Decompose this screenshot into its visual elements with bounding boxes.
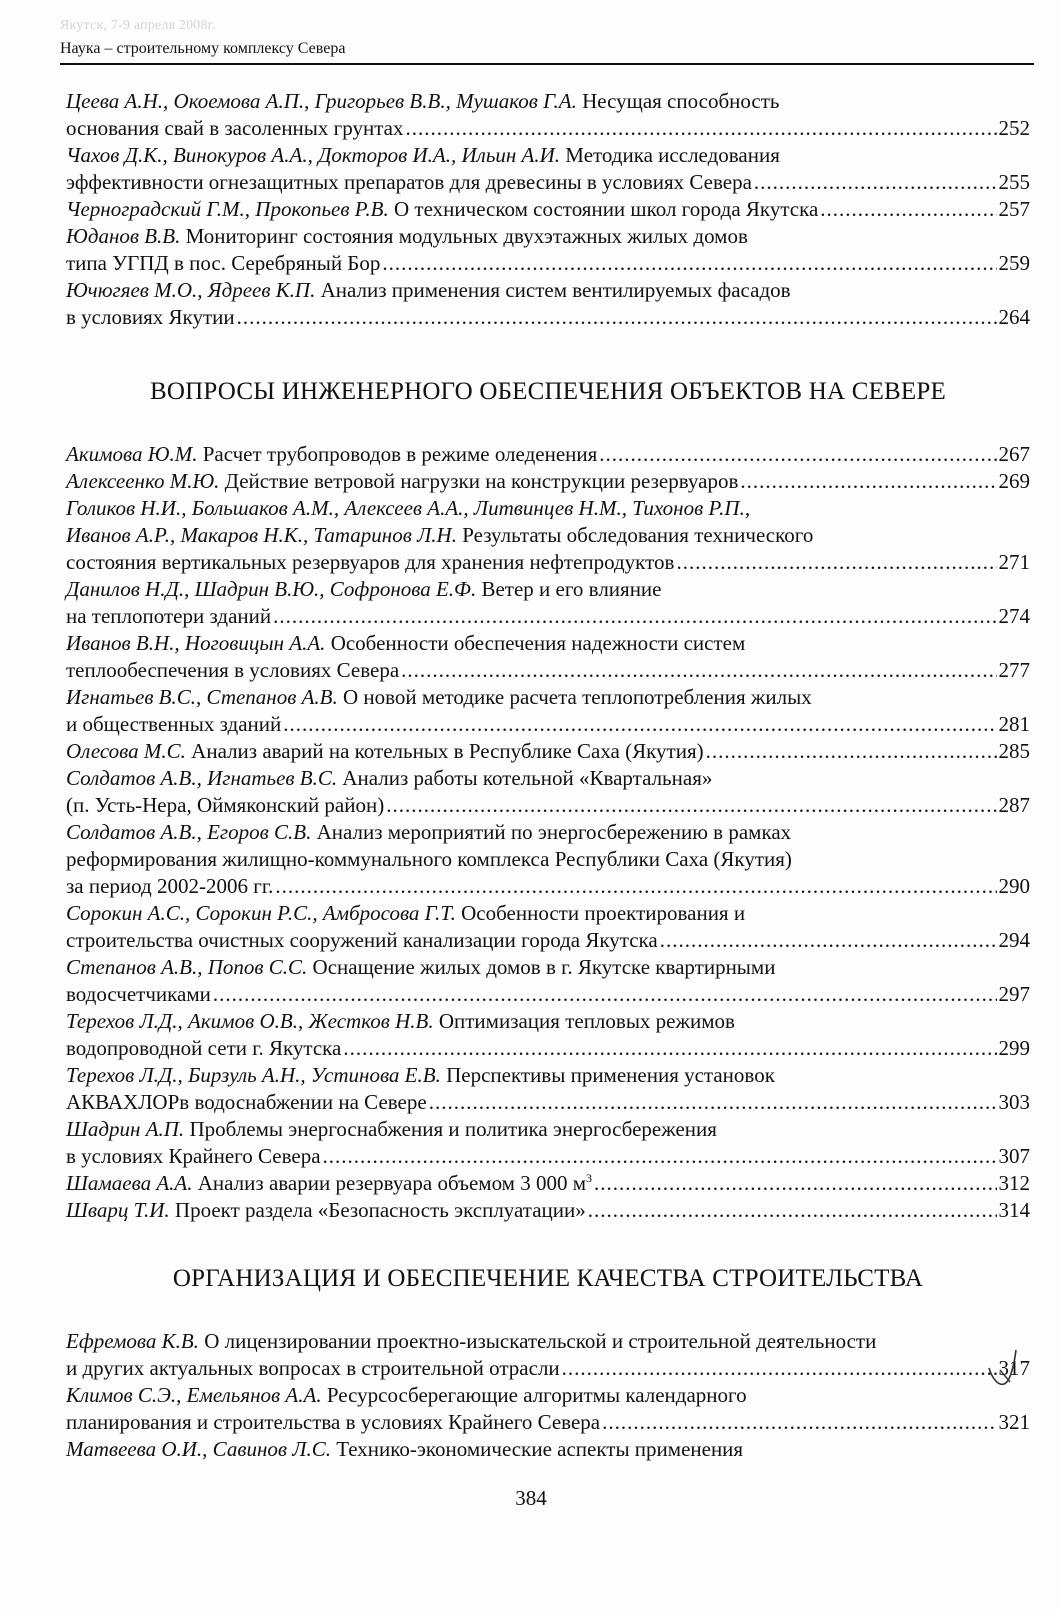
entry-title: Анализ аварий на котельных в Республике Саха (Якутия) <box>191 739 704 763</box>
entry-page: 271 <box>998 550 1030 574</box>
entry-title: Технико-экономические аспекты применения <box>336 1437 744 1461</box>
entry-authors: Цеева А.Н., Окоемова А.П., Григорьев В.В., Мушаков Г.А. <box>66 89 577 113</box>
entry-title-cont: в условиях Крайнего Севера <box>66 1144 321 1168</box>
leader-dots <box>429 1089 997 1116</box>
entry-page: 255 <box>998 170 1030 194</box>
entry-authors: Данилов Н.Д., Шадрин В.Ю., Софронова Е.Ф. <box>66 577 477 601</box>
entry-authors: Акимова Ю.М. <box>66 442 198 466</box>
entry-page: 277 <box>998 658 1030 682</box>
leader-dots <box>594 1170 996 1197</box>
leader-dots <box>676 549 996 576</box>
toc-entry <box>66 223 1030 277</box>
entry-title-cont: основания свай в засоленных грунтах <box>66 116 404 140</box>
entry-title: Оснащение жилых домов в г. Якутске квартирными <box>312 955 776 979</box>
entry-authors: Шварц Т.И. <box>66 1198 170 1222</box>
superscript: 3 <box>586 1171 593 1185</box>
leader-dots <box>386 792 996 819</box>
bleed-through-header: Якутск, 7-9 апреля 2008г. <box>60 18 216 33</box>
leader-dots <box>562 1355 997 1382</box>
entry-page: 314 <box>998 1198 1030 1222</box>
entry-page: 294 <box>998 928 1030 952</box>
entry-title: О лицензировании проектно-изыскательской и строительной деятельности <box>204 1329 877 1353</box>
leader-dots <box>323 1143 997 1170</box>
entry-page: 297 <box>998 982 1030 1006</box>
entry-authors: Олесова М.С. <box>66 739 186 763</box>
leader-dots <box>820 196 996 223</box>
entry-authors: Ефремова К.В. <box>66 1329 199 1353</box>
entry-title-cont: планирования и строительства в условиях Крайнего Севера <box>66 1410 601 1434</box>
handwritten-check-mark-icon <box>986 1346 1020 1390</box>
entry-page: 264 <box>998 305 1030 329</box>
entry-authors: Климов С.Э., Емельянов А.А. <box>66 1383 322 1407</box>
toc-entry <box>66 196 1030 223</box>
toc-entry <box>66 819 1030 900</box>
running-head: Наука – строительному комплексу Севера <box>60 38 1034 65</box>
section-heading: ВОПРОСЫ ИНЖЕНЕРНОГО ОБЕСПЕЧЕНИЯ ОБЪЕКТОВ НА СЕВЕРЕ <box>150 378 946 405</box>
entry-title: Анализ мероприятий по энергосбережению в рамках <box>316 820 792 844</box>
toc-entry <box>66 1197 1030 1224</box>
entry-page: 303 <box>998 1090 1030 1114</box>
leader-dots <box>275 873 996 900</box>
entry-title: Мониторинг состояния модульных двухэтажных жилых домов <box>185 224 748 248</box>
toc-entry <box>66 630 1030 684</box>
entry-title: О техническом состоянии школ города Якутска <box>394 197 819 221</box>
entry-page: 259 <box>998 251 1030 275</box>
entry-page: 285 <box>998 739 1030 763</box>
entry-authors: Шадрин А.П. <box>66 1117 185 1141</box>
table-of-contents <box>66 88 1030 1463</box>
leader-dots <box>740 468 996 495</box>
leader-dots <box>660 927 997 954</box>
entry-title-cont: за период 2002-2006 гг. <box>66 874 274 898</box>
entry-title-cont: теплообеспечения в условиях Севера <box>66 658 400 682</box>
leader-dots <box>401 657 996 684</box>
entry-title: Анализ применения систем вентилируемых фасадов <box>320 278 791 302</box>
toc-entry <box>66 1116 1030 1170</box>
toc-entry <box>66 954 1030 1008</box>
entry-page: 321 <box>998 1410 1030 1434</box>
entry-title-cont: строительства очистных сооружений канализации города Якутска <box>66 928 658 952</box>
entry-title: Результаты обследования технического <box>462 523 814 547</box>
toc-entry <box>66 277 1030 331</box>
entry-page: 299 <box>998 1036 1030 1060</box>
toc-entry <box>66 142 1030 196</box>
entry-title: Анализ работы котельной «Квартальная» <box>342 766 713 790</box>
toc-entry <box>66 1328 1030 1382</box>
toc-entry <box>66 495 1030 576</box>
entry-title: Ресурсосберегающие алгоритмы календарного <box>326 1383 747 1407</box>
entry-title-cont: АКВАХЛОРв водоснабжении на Севере <box>66 1090 427 1114</box>
leader-dots <box>273 603 996 630</box>
entry-authors: Ючюгяев М.О., Ядреев К.П. <box>66 278 316 302</box>
entry-title: О новой методике расчета теплопотребления жилых <box>343 685 812 709</box>
toc-entry <box>66 738 1030 765</box>
leader-dots <box>382 250 996 277</box>
entry-page: 317 <box>998 1356 1030 1380</box>
entry-title: Проблемы энергоснабжения и политика энергосбережения <box>189 1117 717 1141</box>
section-heading: ОРГАНИЗАЦИЯ И ОБЕСПЕЧЕНИЕ КАЧЕСТВА СТРОИТЕЛЬСТВА <box>172 1265 924 1292</box>
entry-title: Проект раздела «Безопасность эксплуатации» <box>174 1198 586 1222</box>
entry-title-cont: на теплопотери зданий <box>66 604 272 628</box>
entry-title: Ветер и его влияние <box>481 577 662 601</box>
entry-title: Анализ аварии резервуара объемом 3 000 м <box>197 1171 587 1195</box>
entry-authors: Черноградский Г.М., Прокопьев Р.В. <box>66 197 389 221</box>
leader-dots <box>754 169 997 196</box>
toc-entry <box>66 1062 1030 1116</box>
leader-dots <box>588 1197 997 1224</box>
toc-entry <box>66 441 1030 468</box>
leader-dots <box>706 738 997 765</box>
entry-page: 312 <box>998 1171 1030 1195</box>
entry-authors: Юданов В.В. <box>66 224 181 248</box>
entry-title-cont: типа УГПД в пос. Серебряный Бор <box>66 251 381 275</box>
entry-title: Расчет трубопроводов в режиме оледенения <box>202 442 598 466</box>
entry-title: Перспективы применения установок <box>446 1063 775 1087</box>
entry-title: Методика исследования <box>565 143 780 167</box>
toc-entry <box>66 576 1030 630</box>
entry-authors: Алексеенко М.Ю. <box>66 469 220 493</box>
toc-entry <box>66 765 1030 819</box>
entry-authors: Солдатов А.В., Игнатьев В.С. <box>66 766 338 790</box>
entry-title: Особенности проектирования и <box>461 901 746 925</box>
toc-entry <box>66 1436 1030 1463</box>
entry-title: Особенности обеспечения надежности систем <box>330 631 746 655</box>
entry-authors: Степанов А.В., Попов С.С. <box>66 955 308 979</box>
entry-page: 307 <box>998 1144 1030 1168</box>
entry-authors: Голиков Н.И., Большаков А.М., Алексеев А.А., Литвинцев Н.М., Тихонов Р.П., <box>66 496 751 520</box>
entry-page: 290 <box>998 874 1030 898</box>
entry-title-cont: водопроводной сети г. Якутска <box>66 1036 342 1060</box>
entry-title-cont: и других актуальных вопросах в строительной отрасли <box>66 1356 560 1380</box>
entry-page: 252 <box>998 116 1030 140</box>
entry-title-cont: состояния вертикальных резервуаров для хранения нефтепродуктов <box>66 550 675 574</box>
entry-page: 257 <box>998 197 1030 221</box>
leader-dots <box>343 1035 996 1062</box>
entry-authors: Шамаева А.А. <box>66 1171 193 1195</box>
entry-title-cont: (п. Усть-Нера, Оймяконский район) <box>66 793 385 817</box>
entry-authors: Терехов Л.Д., Акимов О.В., Жестков Н.В. <box>66 1009 434 1033</box>
toc-entry <box>66 468 1030 495</box>
entry-title: Несущая способность <box>582 89 780 113</box>
leader-dots <box>406 115 997 142</box>
entry-page: 287 <box>998 793 1030 817</box>
entry-authors: Чахов Д.К., Винокуров А.А., Докторов И.А., Ильин А.И. <box>66 143 561 167</box>
entry-title-cont: реформирования жилищно-коммунального комплекса Республики Саха (Якутия) <box>66 847 792 871</box>
entry-authors: Терехов Л.Д., Бирзуль А.Н., Устинова Е.В. <box>66 1063 441 1087</box>
toc-entry <box>66 900 1030 954</box>
entry-authors: Иванов В.Н., Ноговицын А.А. <box>66 631 326 655</box>
entry-authors: Сорокин А.С., Сорокин Р.С., Амбросова Г.Т. <box>66 901 456 925</box>
entry-title-cont: водосчетчиками <box>66 982 211 1006</box>
entry-page: 274 <box>998 604 1030 628</box>
entry-title-cont: и общественных зданий <box>66 712 282 736</box>
entry-title-cont: в условиях Якутии <box>66 305 235 329</box>
entry-authors-cont: Иванов А.Р., Макаров Н.К., Татаринов Л.Н. <box>66 523 457 547</box>
entry-authors: Матвеева О.И., Савинов Л.С. <box>66 1437 331 1461</box>
leader-dots <box>237 304 997 331</box>
leader-dots <box>213 981 997 1008</box>
entry-authors: Солдатов А.В., Егоров С.В. <box>66 820 312 844</box>
entry-authors: Игнатьев В.С., Степанов А.В. <box>66 685 338 709</box>
entry-title-cont: эффективности огнезащитных препаратов для древесины в условиях Севера <box>66 170 752 194</box>
page-number: 384 <box>515 1486 547 1510</box>
leader-dots <box>283 711 996 738</box>
toc-entry <box>66 1008 1030 1062</box>
entry-page: 267 <box>998 442 1030 466</box>
toc-entry <box>66 1382 1030 1436</box>
leader-dots <box>599 441 996 468</box>
entry-title: Оптимизация тепловых режимов <box>438 1009 735 1033</box>
entry-page: 269 <box>998 469 1030 493</box>
entry-title: Действие ветровой нагрузки на конструкции резервуаров <box>224 469 739 493</box>
toc-entry <box>66 684 1030 738</box>
toc-entry <box>66 1170 1030 1197</box>
toc-entry <box>66 88 1030 142</box>
leader-dots <box>602 1409 996 1436</box>
entry-page: 281 <box>998 712 1030 736</box>
